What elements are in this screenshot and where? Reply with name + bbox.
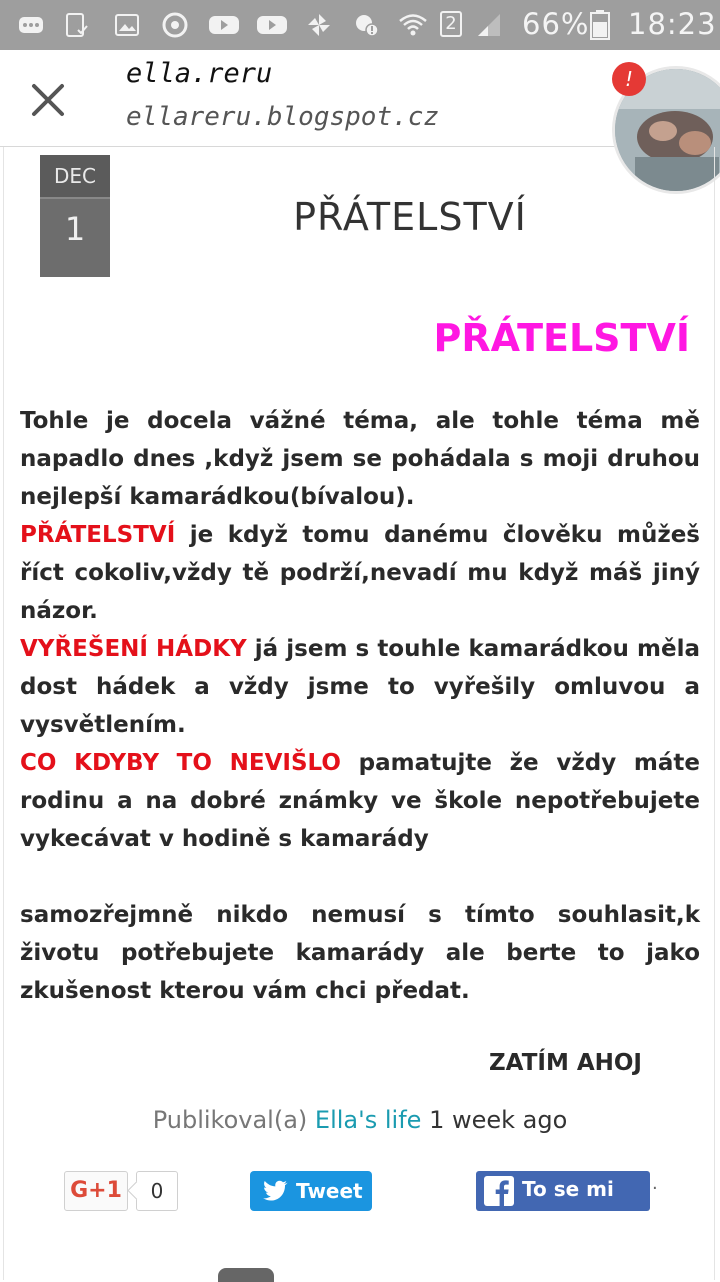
pinwheel-icon bbox=[306, 12, 332, 38]
facebook-icon bbox=[484, 1176, 514, 1206]
published-ago: 1 week ago bbox=[429, 1106, 568, 1134]
battery-percent: 66% bbox=[522, 7, 590, 41]
date-day bbox=[40, 197, 110, 277]
youtube-icon bbox=[208, 12, 240, 38]
section-text: je když tomu danému člověku můžeš říct cokoliv,vždy tě podrží,nevadí mu když máš jiný názor. bbox=[20, 522, 700, 624]
battery-icon bbox=[590, 10, 610, 40]
twitter-bird-icon bbox=[262, 1180, 288, 1202]
section-text: já jsem s touhle kamarádkou měla dost hádek a vždy jsme to vyřešily omluvou a vysvětlením. bbox=[20, 636, 700, 738]
post-body bbox=[20, 402, 700, 1010]
author-link[interactable]: Ella's life bbox=[314, 1106, 422, 1134]
sim-slot-indicator: 2 bbox=[440, 11, 462, 37]
close-icon[interactable] bbox=[26, 80, 70, 120]
section-label: CO KDYBY TO NEVIŠLO bbox=[20, 750, 341, 776]
date-day-number: 1 bbox=[64, 210, 86, 248]
date-badge bbox=[40, 155, 110, 277]
date-month: DEC bbox=[40, 155, 110, 197]
clock: 18:23 bbox=[628, 7, 717, 41]
intro-paragraph: Tohle je docela vážné téma, ale tohle téma mě napadlo dnes ,když jsem se pohádala s moji druhou nejlepší kamarádkou(bívalou). bbox=[20, 408, 700, 510]
section-argument bbox=[20, 630, 700, 744]
wifi-icon bbox=[398, 12, 428, 38]
image-icon bbox=[114, 12, 140, 38]
notification-badge[interactable]: ! bbox=[612, 62, 646, 96]
post-headline: PŘÁTELSTVÍ bbox=[433, 316, 690, 360]
paragraph-spacer bbox=[20, 858, 700, 896]
section-what-if bbox=[20, 744, 700, 858]
tweet-button[interactable] bbox=[250, 1171, 372, 1211]
chat-alert-icon bbox=[354, 12, 380, 38]
facebook-like-button[interactable] bbox=[476, 1171, 650, 1241]
section-text: pamatujte že vždy máte rodinu a na dobré známky ve škole nepotřebujete vykecávat v hodině s kamarády bbox=[20, 750, 701, 852]
blog-url[interactable]: ellareru.blogspot.cz bbox=[126, 102, 440, 132]
signal-icon bbox=[476, 12, 502, 38]
gplus-button[interactable]: G+1 bbox=[64, 1171, 128, 1211]
published-prefix: Publikoval(a) bbox=[152, 1106, 308, 1134]
gplus-count: 0 bbox=[136, 1171, 178, 1211]
tweet-label: Tweet bbox=[296, 1179, 363, 1203]
section-friendship bbox=[20, 516, 700, 630]
facebook-like-label: To se mi líbí bbox=[522, 1177, 614, 1241]
facebook-more-dot: · bbox=[652, 1178, 658, 1199]
more-icon bbox=[18, 12, 44, 38]
post-title[interactable]: PŘÁTELSTVÍ bbox=[293, 195, 527, 239]
section-label: VYŘEŠENÍ HÁDKY bbox=[20, 636, 247, 662]
published-line bbox=[0, 1106, 720, 1134]
closing-paragraph: samozřejmně nikdo nemusí s tímto souhlasit,k životu potřebujete kamarády ale berte to jako zkušenost kterou vám chci předat. bbox=[20, 902, 700, 1004]
section-label: PŘÁTELSTVÍ bbox=[20, 522, 176, 548]
blog-title[interactable]: ella.reru bbox=[126, 58, 273, 89]
youtube-icon bbox=[256, 12, 288, 38]
status-bar bbox=[0, 0, 720, 50]
phone-check-icon bbox=[64, 12, 90, 38]
sync-icon bbox=[162, 12, 188, 38]
signoff: ZATÍM AHOJ bbox=[489, 1050, 642, 1076]
